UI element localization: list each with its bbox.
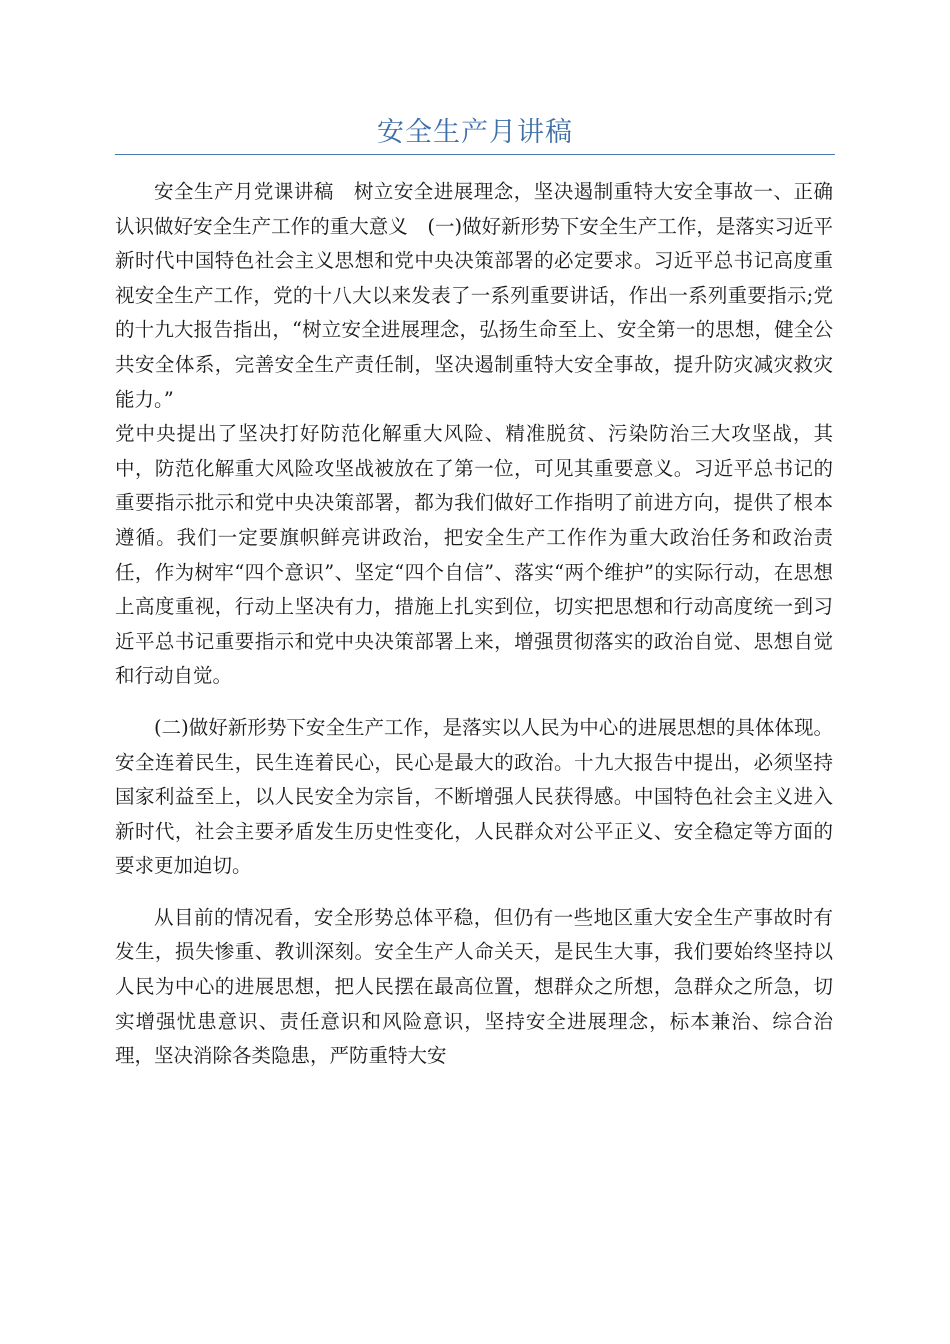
paragraph-2: 党中央提出了坚决打好防范化解重大风险、精准脱贫、污染防治三大攻坚战，其中，防范化解重大风险攻坚战被放在了第一位，可见其重要意义。习近平总书记的重要指示批示和党中央决策部署，都为我们做好工作指明了前进方向，提供了根本遵循。我们一定要旗帜鲜亮讲政治，把安全生产工作作为重大政治任务和政治责任，作为树牢“四个意识”、坚定“四个自信”、落实“两个维护”的实际行动，在思想上高度重视，行动上坚决有力，措施上扎实到位，切实把思想和行动高度统一到习近平总书记重要指示和党中央决策部署上来，增强贯彻落实的政治自觉、思想自觉和行动自觉。 xyxy=(115,422,833,688)
title-underline xyxy=(115,154,835,155)
document-title: 安全生产月讲稿 xyxy=(377,117,573,148)
paragraph-1: 安全生产月党课讲稿 树立安全进展理念，坚决遏制重特大安全事故一、正确认识做好安全生产工作的重大意义 (一)做好新形势下安全生产工作，是落实习近平新时代中国特色社会主义思想和党中央决策部署的必定要求。习近平总书记高度重视安全生产工作，党的十八大以来发表了一系列重要讲话，作出一系列重要指示;党的十九大报告指出，“树立安全进展理念，弘扬生命至上、安全第一的思想，健全公共安全体系，完善安全生产责任制，坚决遏制重特大安全事故，提升防灾减灾救灾能力。” xyxy=(115,180,833,411)
paragraph-4: 从目前的情况看，安全形势总体平稳，但仍有一些地区重大安全生产事故时有发生，损失惨重、教训深刻。安全生产人命关天，是民生大事，我们要始终坚持以人民为中心的进展思想，把人民摆在最高位置，想群众之所想，急群众之所急，切实增强忧患意识、责任意识和风险意识，坚持安全进展理念，标本兼治、综合治理，坚决消除各类隐患，严防重特大安 xyxy=(115,905,833,1068)
paragraph-3: (二)做好新形势下安全生产工作，是落实以人民为中心的进展思想的具体体现。安全连着民生，民生连着民心，民心是最大的政治。十九大报告中提出，必须坚持国家利益至上，以人民安全为宗旨，不断增强人民获得感。中国特色社会主义进入新时代，社会主要矛盾发生历史性变化，人民群众对公平正义、安全稳定等方面的要求更加迫切。 xyxy=(115,715,833,878)
document-body xyxy=(115,175,833,1074)
